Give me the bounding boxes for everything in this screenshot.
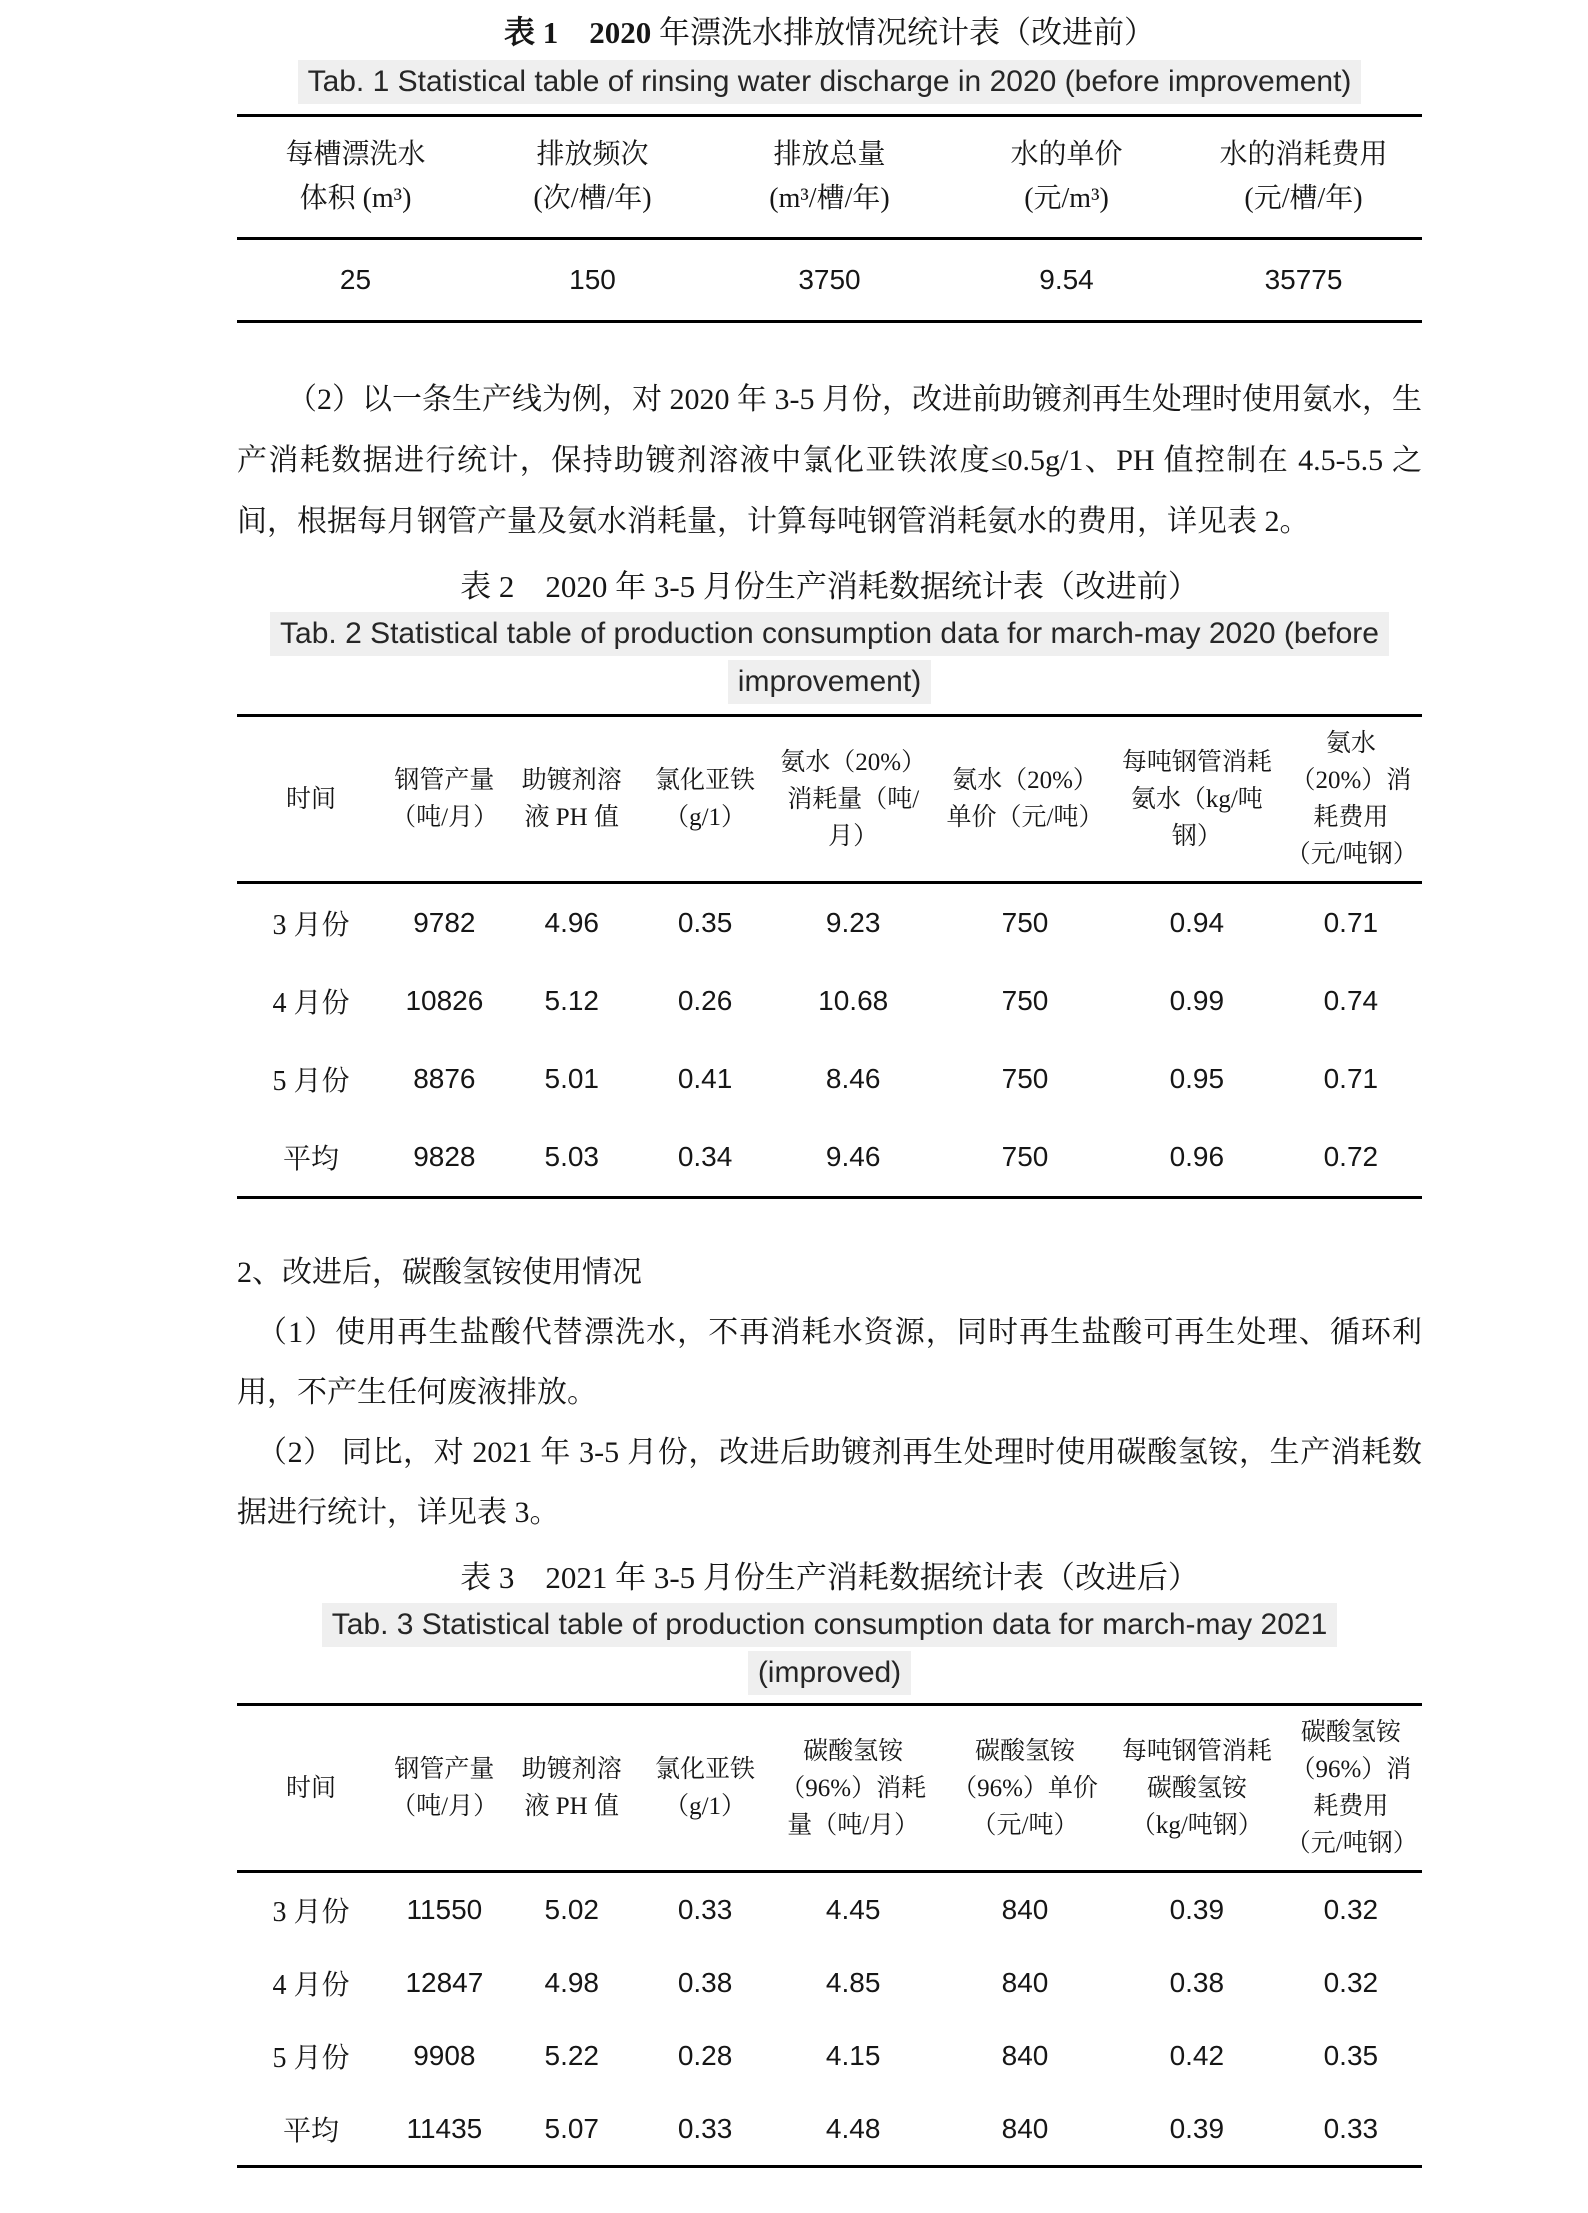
- table-cell: 0.72: [1323, 1141, 1379, 1172]
- row-label: 5 月份: [272, 1066, 350, 1097]
- table-cell: 0.71: [1323, 907, 1379, 938]
- table-cell: 9.46: [825, 1141, 881, 1172]
- table-cell: 0.41: [677, 1063, 733, 1094]
- table-cell: 150: [569, 264, 616, 295]
- table-cell: 5.02: [544, 1893, 599, 1925]
- table-cell: 0.35: [1323, 2039, 1379, 2071]
- table-cell: 0.33: [677, 2112, 733, 2144]
- table2-title-zh: 表 2 2020 年 3-5 月份生产消耗数据统计表（改进前）: [460, 569, 1199, 604]
- table-cell: 0.71: [1323, 1063, 1379, 1094]
- table1-header-row: [237, 117, 1422, 240]
- table-cell: 4.96: [544, 907, 599, 938]
- table-cell: 750: [1001, 907, 1049, 938]
- table-cell: 750: [1001, 1063, 1049, 1094]
- column-header-ferrous-chloride: 氯化亚铁（g/1）: [655, 1756, 756, 1820]
- table-cell: 4.45: [825, 1893, 881, 1925]
- table-cell: 9.23: [825, 907, 881, 938]
- table-row: [237, 2019, 1422, 2092]
- table-cell: 5.22: [544, 2039, 599, 2071]
- table-cell: 0.99: [1169, 985, 1225, 1016]
- table-cell: 0.74: [1323, 985, 1379, 1016]
- table1-title-en: Tab. 1 Statistical table of rinsing water discharge in 2020 (before improvement): [298, 60, 1362, 104]
- table-cell: 4.85: [825, 1966, 881, 1998]
- table-cell: 9908: [413, 2039, 476, 2071]
- row-label: 5 月份: [272, 2042, 350, 2074]
- table-cell: 9.54: [1039, 264, 1094, 295]
- table2-title-en-line1: Tab. 2 Statistical table of production consumption data for march-may 2020 (before: [270, 612, 1389, 656]
- header-line: 水的消耗费用: [1219, 139, 1388, 170]
- table-cell: 4.98: [544, 1966, 599, 1998]
- table-cell: 840: [1001, 1893, 1049, 1925]
- table-cell: 9828: [413, 1141, 476, 1172]
- table-cell: 0.32: [1323, 1966, 1379, 1998]
- table-cell: 25: [339, 264, 372, 295]
- table-cell: 0.33: [677, 1893, 733, 1925]
- header-line: (次/槽/年): [533, 183, 652, 214]
- table3-title-en-line2: (improved): [748, 1651, 911, 1695]
- table-cell: 0.34: [677, 1141, 733, 1172]
- column-header-rinse-volume: [237, 117, 474, 237]
- table-row: [237, 2092, 1422, 2165]
- row-label: 平均: [283, 2115, 340, 2147]
- table-cell: 0.33: [1323, 2112, 1379, 2144]
- table-cell: 0.35: [677, 907, 733, 938]
- table-row: [237, 1040, 1422, 1118]
- table-cell: 5.07: [544, 2112, 599, 2144]
- column-header-ammonia-per-ton: 每吨钢管消耗氨水（kg/吨钢）: [1121, 748, 1272, 850]
- table-row: [237, 1873, 1422, 1946]
- table-cell: 4.48: [825, 2112, 881, 2144]
- row-label: 3 月份: [272, 1896, 350, 1928]
- row-label: 3 月份: [272, 910, 350, 941]
- table1-title-zh-number: 表 1 2020: [504, 15, 652, 50]
- table-cell: 840: [1001, 1966, 1049, 1998]
- table-cell: 11550: [406, 1893, 483, 1925]
- table3-title-en-line1: Tab. 3 Statistical table of production consumption data for march-may 2021: [322, 1603, 1338, 1647]
- header-line: 水的单价: [1010, 139, 1123, 170]
- table-cell: 8.46: [825, 1063, 881, 1094]
- table-cell: 5.12: [544, 985, 599, 1016]
- table-cell: 0.39: [1169, 2112, 1225, 2144]
- table-cell: 0.28: [677, 2039, 733, 2071]
- table1: [237, 114, 1422, 323]
- table-cell: 5.03: [544, 1141, 599, 1172]
- table1-data-row: [237, 240, 1422, 320]
- column-header-bicarbonate-consumption: 碳酸氢铵（96%）消耗量（吨/月）: [780, 1737, 927, 1839]
- column-header-time: 时间: [286, 1774, 337, 1802]
- paragraph-production-consumption: （2）以一条生产线为例，对 2020 年 3-5 月份，改进前助镀剂再生处理时使用氨水，生产消耗数据进行统计，保持助镀剂溶液中氯化亚铁浓度≤0.5g/1、PH 值控制在 4.5-5.5 之间，根据每月钢管产量及氨水消耗量，计算每吨钢管消耗氨水的费用，详见表 2。: [237, 383, 1422, 538]
- header-line: 每槽漂洗水: [285, 139, 426, 170]
- table-cell: 0.26: [677, 985, 733, 1016]
- column-header-pipe-output: 钢管产量（吨/月）: [391, 767, 499, 831]
- table-cell: 750: [1001, 1141, 1049, 1172]
- column-header-time: 时间: [286, 785, 337, 813]
- table2-title-en-line2: improvement): [728, 660, 931, 704]
- table-cell: 10826: [405, 985, 484, 1016]
- column-header-flux-ph: 助镀剂溶液 PH 值: [521, 767, 622, 831]
- table3-header-row: [237, 1706, 1422, 1873]
- table-cell: 4.15: [825, 2039, 881, 2071]
- column-header-pipe-output: 钢管产量（吨/月）: [391, 1756, 499, 1820]
- column-header-water-cost: [1185, 117, 1422, 237]
- column-header-ammonia-consumption: 氨水（20%）消耗量（吨/月）: [780, 748, 927, 850]
- table-cell: 5.01: [544, 1063, 599, 1094]
- column-header-bicarbonate-cost: 碳酸氢铵（96%）消耗费用（元/吨钢）: [1285, 1719, 1418, 1857]
- table-cell: 0.32: [1323, 1893, 1379, 1925]
- section-heading: 2、改进后，碳酸氢铵使用情况: [237, 1256, 642, 1289]
- table-cell: 750: [1001, 985, 1049, 1016]
- section-item-1: （1）使用再生盐酸代替漂洗水，不再消耗水资源，同时再生盐酸可再生处理、循环利用，不产生任何废液排放。: [237, 1316, 1422, 1409]
- table-row: [237, 884, 1422, 962]
- table-row: [237, 1118, 1422, 1196]
- table-cell: 0.96: [1169, 1141, 1225, 1172]
- table-cell: 11435: [406, 2112, 483, 2144]
- table1-title-zh-text: 年漂洗水排放情况统计表（改进前）: [651, 15, 1155, 50]
- table-cell: 12847: [405, 1966, 484, 1998]
- header-line: (m³/槽/年): [769, 183, 890, 214]
- column-header-discharge-frequency: [474, 117, 711, 237]
- table-cell: 0.94: [1169, 907, 1225, 938]
- table-cell: 0.95: [1169, 1063, 1225, 1094]
- table-cell: 0.42: [1169, 2039, 1225, 2071]
- table-cell: 0.39: [1169, 1893, 1225, 1925]
- column-header-bicarbonate-price: 碳酸氢铵（96%）单价（元/吨）: [952, 1737, 1098, 1839]
- document-content: [237, 0, 1422, 2168]
- table1-title-zh: [237, 0, 1422, 54]
- table-cell: 10.68: [818, 985, 889, 1016]
- header-line: 体积 (m³): [299, 183, 412, 214]
- column-header-discharge-total: [711, 117, 948, 237]
- column-header-bicarbonate-per-ton: 每吨钢管消耗碳酸氢铵（kg/吨钢）: [1121, 1737, 1272, 1839]
- column-header-ammonia-price: 氨水（20%）单价（元/吨）: [946, 767, 1104, 831]
- table-cell: 0.38: [677, 1966, 733, 1998]
- column-header-ferrous-chloride: 氯化亚铁（g/1）: [655, 767, 756, 831]
- table-row: [237, 1946, 1422, 2019]
- table-cell: 9782: [413, 907, 476, 938]
- row-label: 4 月份: [272, 988, 350, 1019]
- header-line: 排放总量: [773, 139, 886, 170]
- header-line: (元/m³): [1024, 183, 1109, 214]
- header-line: (元/槽/年): [1244, 183, 1363, 214]
- table-cell: 840: [1001, 2039, 1049, 2071]
- column-header-water-price: [948, 117, 1185, 237]
- table-cell: 35775: [1264, 264, 1343, 295]
- table2-header-row: [237, 717, 1422, 884]
- row-label: 平均: [283, 1144, 340, 1175]
- table-row: [237, 962, 1422, 1040]
- table-cell: 3750: [798, 264, 861, 295]
- section-item-2: （2） 同比，对 2021 年 3-5 月份，改进后助镀剂再生处理时使用碳酸氢铵，生产消耗数据进行统计，详见表 3。: [237, 1436, 1422, 1529]
- header-line: 排放频次: [536, 139, 649, 170]
- table-cell: 840: [1001, 2112, 1049, 2144]
- table3: [237, 1703, 1422, 2168]
- table-cell: 8876: [413, 1063, 476, 1094]
- table3-title-zh: 表 3 2021 年 3-5 月份生产消耗数据统计表（改进后）: [460, 1560, 1199, 1595]
- column-header-ammonia-cost: 氨水（20%）消耗费用（元/吨钢）: [1285, 730, 1418, 868]
- table2: [237, 714, 1422, 1199]
- table-cell: 0.38: [1169, 1966, 1225, 1998]
- column-header-flux-ph: 助镀剂溶液 PH 值: [521, 1756, 622, 1820]
- row-label: 4 月份: [272, 1969, 350, 2001]
